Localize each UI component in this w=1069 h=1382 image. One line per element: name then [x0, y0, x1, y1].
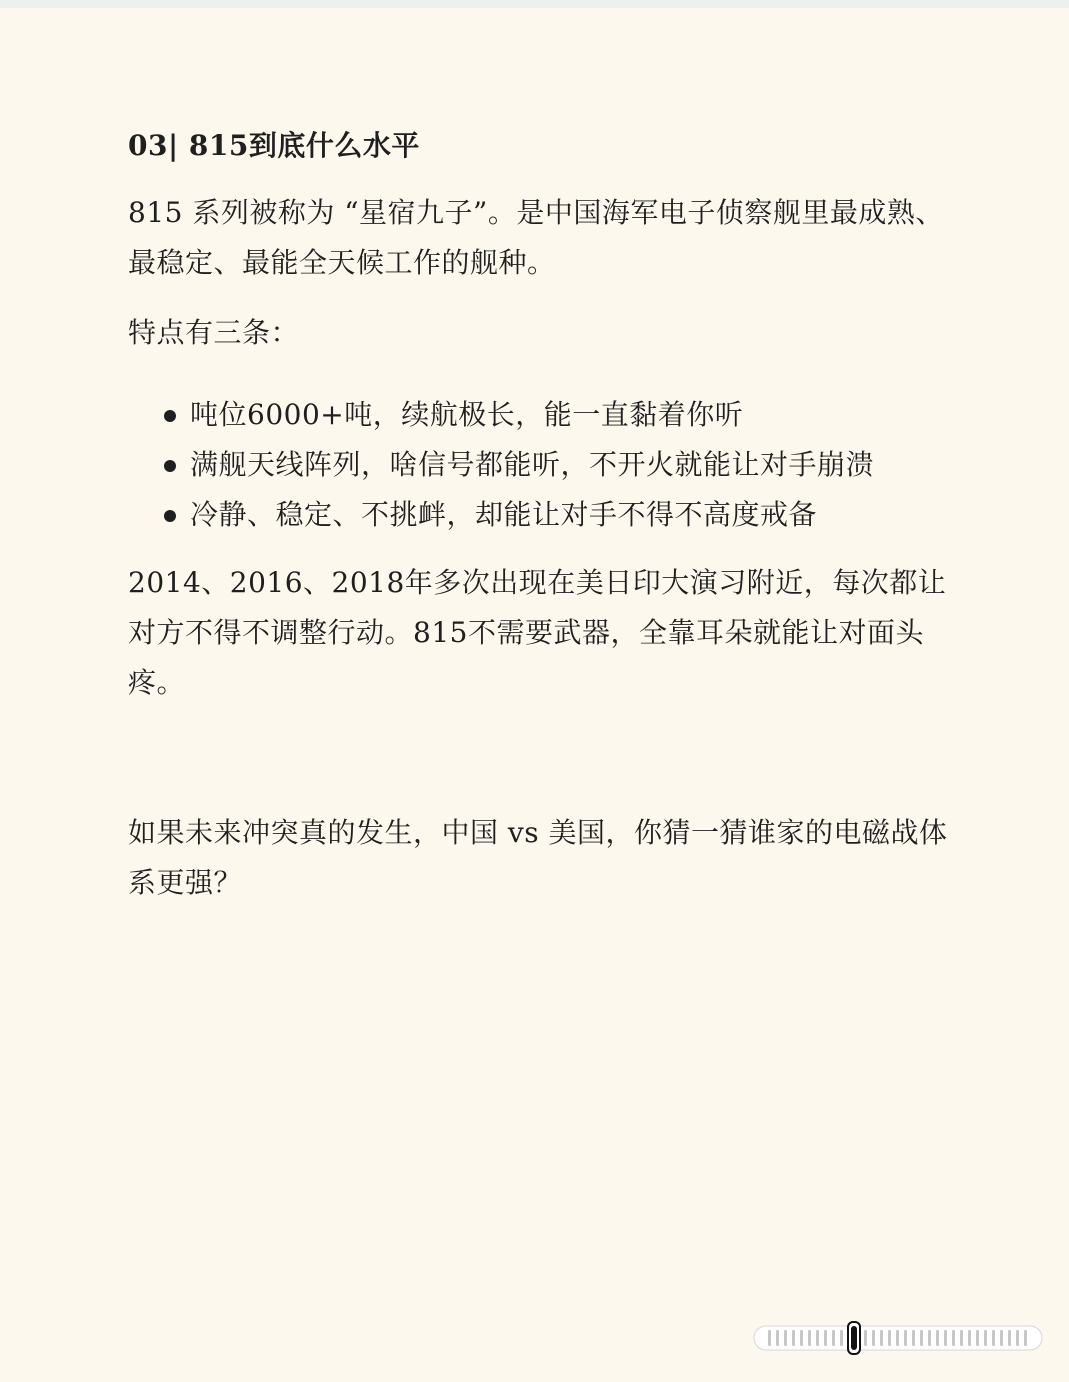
bullet-icon	[164, 510, 176, 522]
history-paragraph: 2014、2016、2018年多次出现在美日印大演习附近，每次都让对方不得不调整行动。815不需要武器，全靠耳朵就能让对面头疼。	[128, 566, 947, 699]
features-intro: 特点有三条：	[128, 316, 300, 349]
bullet-icon	[164, 460, 176, 472]
feature-text: 满舰天线阵列，啥信号都能听，不开火就能让对手崩溃	[190, 448, 875, 481]
question-paragraph: 如果未来冲突真的发生，中国 vs 美国，你猜一猜谁家的电磁战体系更强？	[128, 816, 948, 899]
feature-text: 冷静、稳定、不挑衅，却能让对手不得不高度戒备	[190, 498, 818, 531]
top-bar	[0, 0, 1069, 8]
feature-item	[128, 490, 958, 540]
spacer	[128, 728, 958, 808]
bullet-icon	[164, 410, 176, 422]
scroll-indicator-icon[interactable]	[752, 1318, 1044, 1358]
intro-paragraph: 815 系列被称为 “星宿九子”。是中国海军电子侦察舰里最成熟、最稳定、最能全天候工作的舰种。	[128, 196, 944, 279]
feature-list	[128, 390, 958, 540]
feature-text: 吨位6000+吨，续航极长，能一直黏着你听	[190, 398, 744, 431]
section-title: 03| 815到底什么水平	[128, 129, 420, 162]
feature-item	[128, 440, 958, 490]
feature-item	[128, 390, 958, 440]
scroll-indicator-graphic	[752, 1318, 1044, 1358]
article	[128, 124, 958, 928]
